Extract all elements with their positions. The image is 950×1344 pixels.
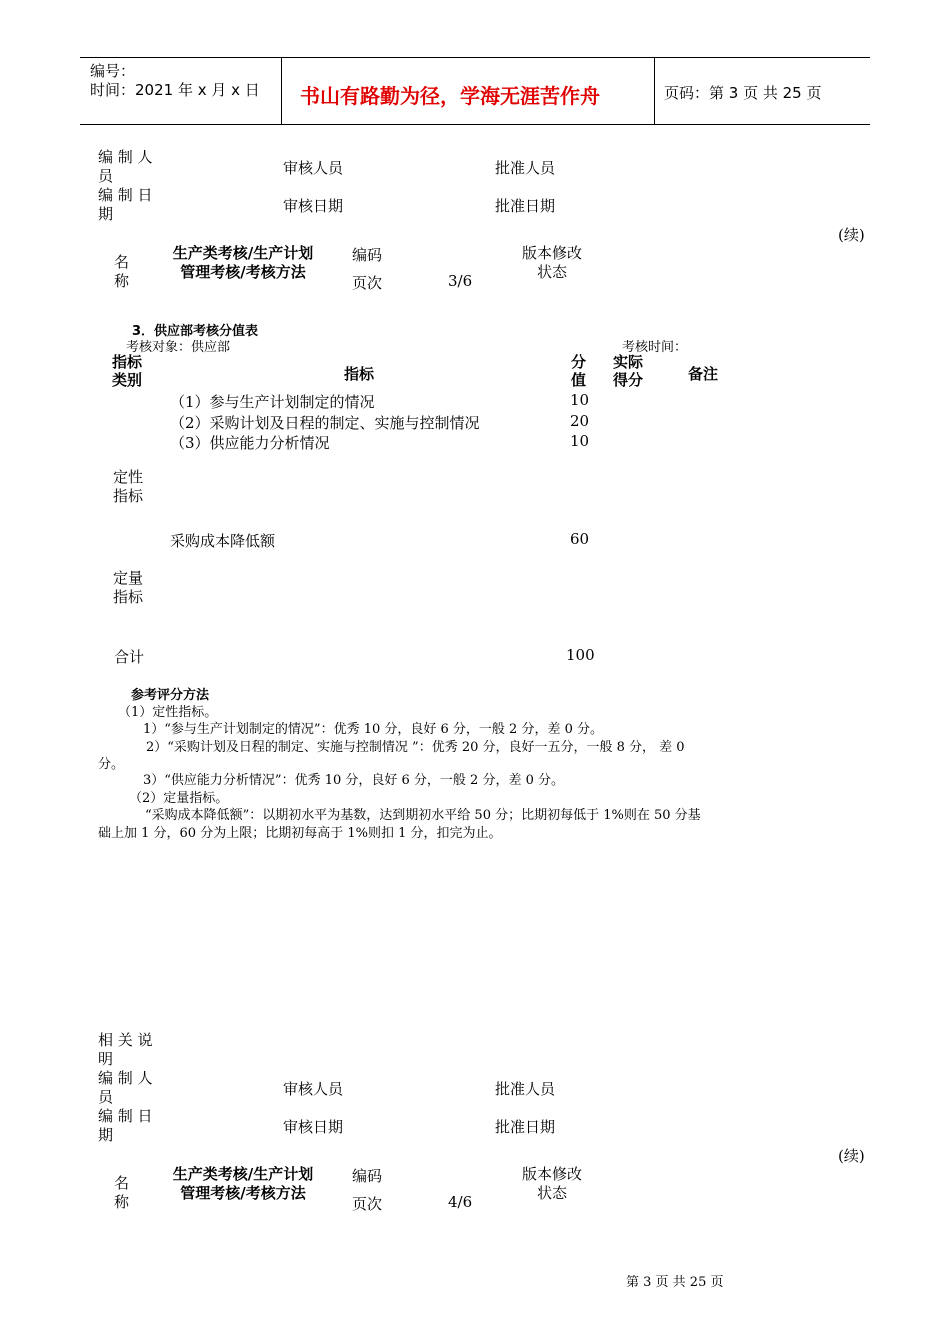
header-divider-left	[281, 57, 282, 124]
version-label-2: 版本修改状态	[522, 1165, 583, 1202]
qual-category: 定性指标	[113, 468, 144, 505]
qual-item-2-name: （2）采购计划及日程的制定、实施与控制情况	[170, 414, 480, 432]
name-label: 名 称	[114, 253, 130, 290]
header-divider-right	[654, 57, 655, 124]
header-time-label: 时间：2021 年 x 月 x 日	[90, 81, 260, 99]
method-line-5: 3）“供应能力分析情况”：优秀 10 分，良好 6 分，一般 2 分，差 0 分。	[143, 773, 564, 788]
name-label-2: 名 称	[114, 1174, 130, 1211]
qual-item-2-score: 20	[570, 412, 590, 430]
assess-time: 考核时间：	[622, 340, 688, 355]
method-line-1: （1）定性指标。	[118, 705, 218, 720]
name-value-2: 生产类考核/生产计划管理考核/考核方法	[172, 1165, 314, 1202]
edit-date-label-2: 编 制 日 期	[98, 1107, 153, 1144]
header-page-info: 页码：第 3 页 共 25 页	[664, 84, 822, 102]
page-label: 页次	[352, 274, 383, 292]
quant-item-score: 60	[570, 530, 590, 548]
qual-item-1-name: （1）参与生产计划制定的情况	[170, 393, 375, 411]
header-motto: 书山有路勤为径，学海无涯苦作舟	[300, 84, 600, 108]
quant-item-name: 采购成本降低额	[170, 532, 276, 550]
code-label-2: 编码	[352, 1167, 383, 1185]
version-label: 版本修改状态	[522, 244, 583, 281]
method-line-4: 分。	[98, 757, 125, 772]
col-header-actual: 实际得分	[613, 353, 644, 389]
qual-item-3-name: （3）供应能力分析情况	[170, 434, 330, 452]
approver-label: 批准人员	[495, 159, 556, 177]
review-date-label-2: 审核日期	[283, 1118, 344, 1136]
section-title: 3．供应部考核分值表	[132, 324, 259, 339]
method-line-6: （2）定量指标。	[129, 791, 229, 806]
method-line-3: 2）“采购计划及日程的制定、实施与控制情况 ”：优秀 20 分，良好一五分，一般 8 分， 差 0	[146, 740, 685, 755]
total-score: 100	[566, 646, 595, 664]
editor-label: 编 制 人 员	[98, 148, 153, 185]
editor-label-2: 编 制 人 员	[98, 1069, 153, 1106]
method-line-7: “采购成本降低额”：以期初水平为基数，达到期初水平给 50 分；比期初每低于 1%则在 50 分基	[145, 808, 701, 823]
reviewer-label: 审核人员	[283, 159, 344, 177]
total-label: 合计	[114, 648, 145, 666]
method-line-2: 1）“参与生产计划制定的情况”：优秀 10 分，良好 6 分，一般 2 分，差 0 分。	[143, 722, 603, 737]
page-footer: 第 3 页 共 25 页	[626, 1275, 724, 1290]
related-label: 相 关 说 明	[98, 1031, 153, 1068]
continued-label: (续)	[838, 226, 865, 244]
qual-item-1-score: 10	[570, 391, 590, 409]
approver-label-2: 批准人员	[495, 1080, 556, 1098]
page-value-2: 4/6	[448, 1193, 473, 1211]
header-top-rule	[80, 57, 870, 58]
col-header-remark: 备注	[688, 365, 719, 383]
col-header-score: 分值	[571, 353, 587, 389]
review-date-label: 审核日期	[283, 197, 344, 215]
reviewer-label-2: 审核人员	[283, 1080, 344, 1098]
page-label-2: 页次	[352, 1195, 383, 1213]
qual-item-3-score: 10	[570, 432, 590, 450]
header-code-label: 编号：	[90, 62, 136, 80]
method-title: 参考评分方法	[131, 688, 210, 703]
edit-date-label: 编 制 日 期	[98, 186, 153, 223]
continued-label-2: (续)	[838, 1147, 865, 1165]
assess-target: 考核对象：供应部	[126, 340, 231, 355]
approve-date-label-2: 批准日期	[495, 1118, 556, 1136]
header-bottom-rule	[80, 124, 870, 125]
col-header-indicator: 指标	[344, 365, 375, 383]
page-value: 3/6	[448, 272, 473, 290]
col-header-category: 指标类别	[112, 353, 143, 389]
method-line-8: 础上加 1 分，60 分为上限；比期初每高于 1%则扣 1 分，扣完为止。	[98, 826, 502, 841]
quant-category: 定量指标	[113, 569, 144, 606]
code-label: 编码	[352, 246, 383, 264]
approve-date-label: 批准日期	[495, 197, 556, 215]
name-value: 生产类考核/生产计划管理考核/考核方法	[172, 244, 314, 281]
